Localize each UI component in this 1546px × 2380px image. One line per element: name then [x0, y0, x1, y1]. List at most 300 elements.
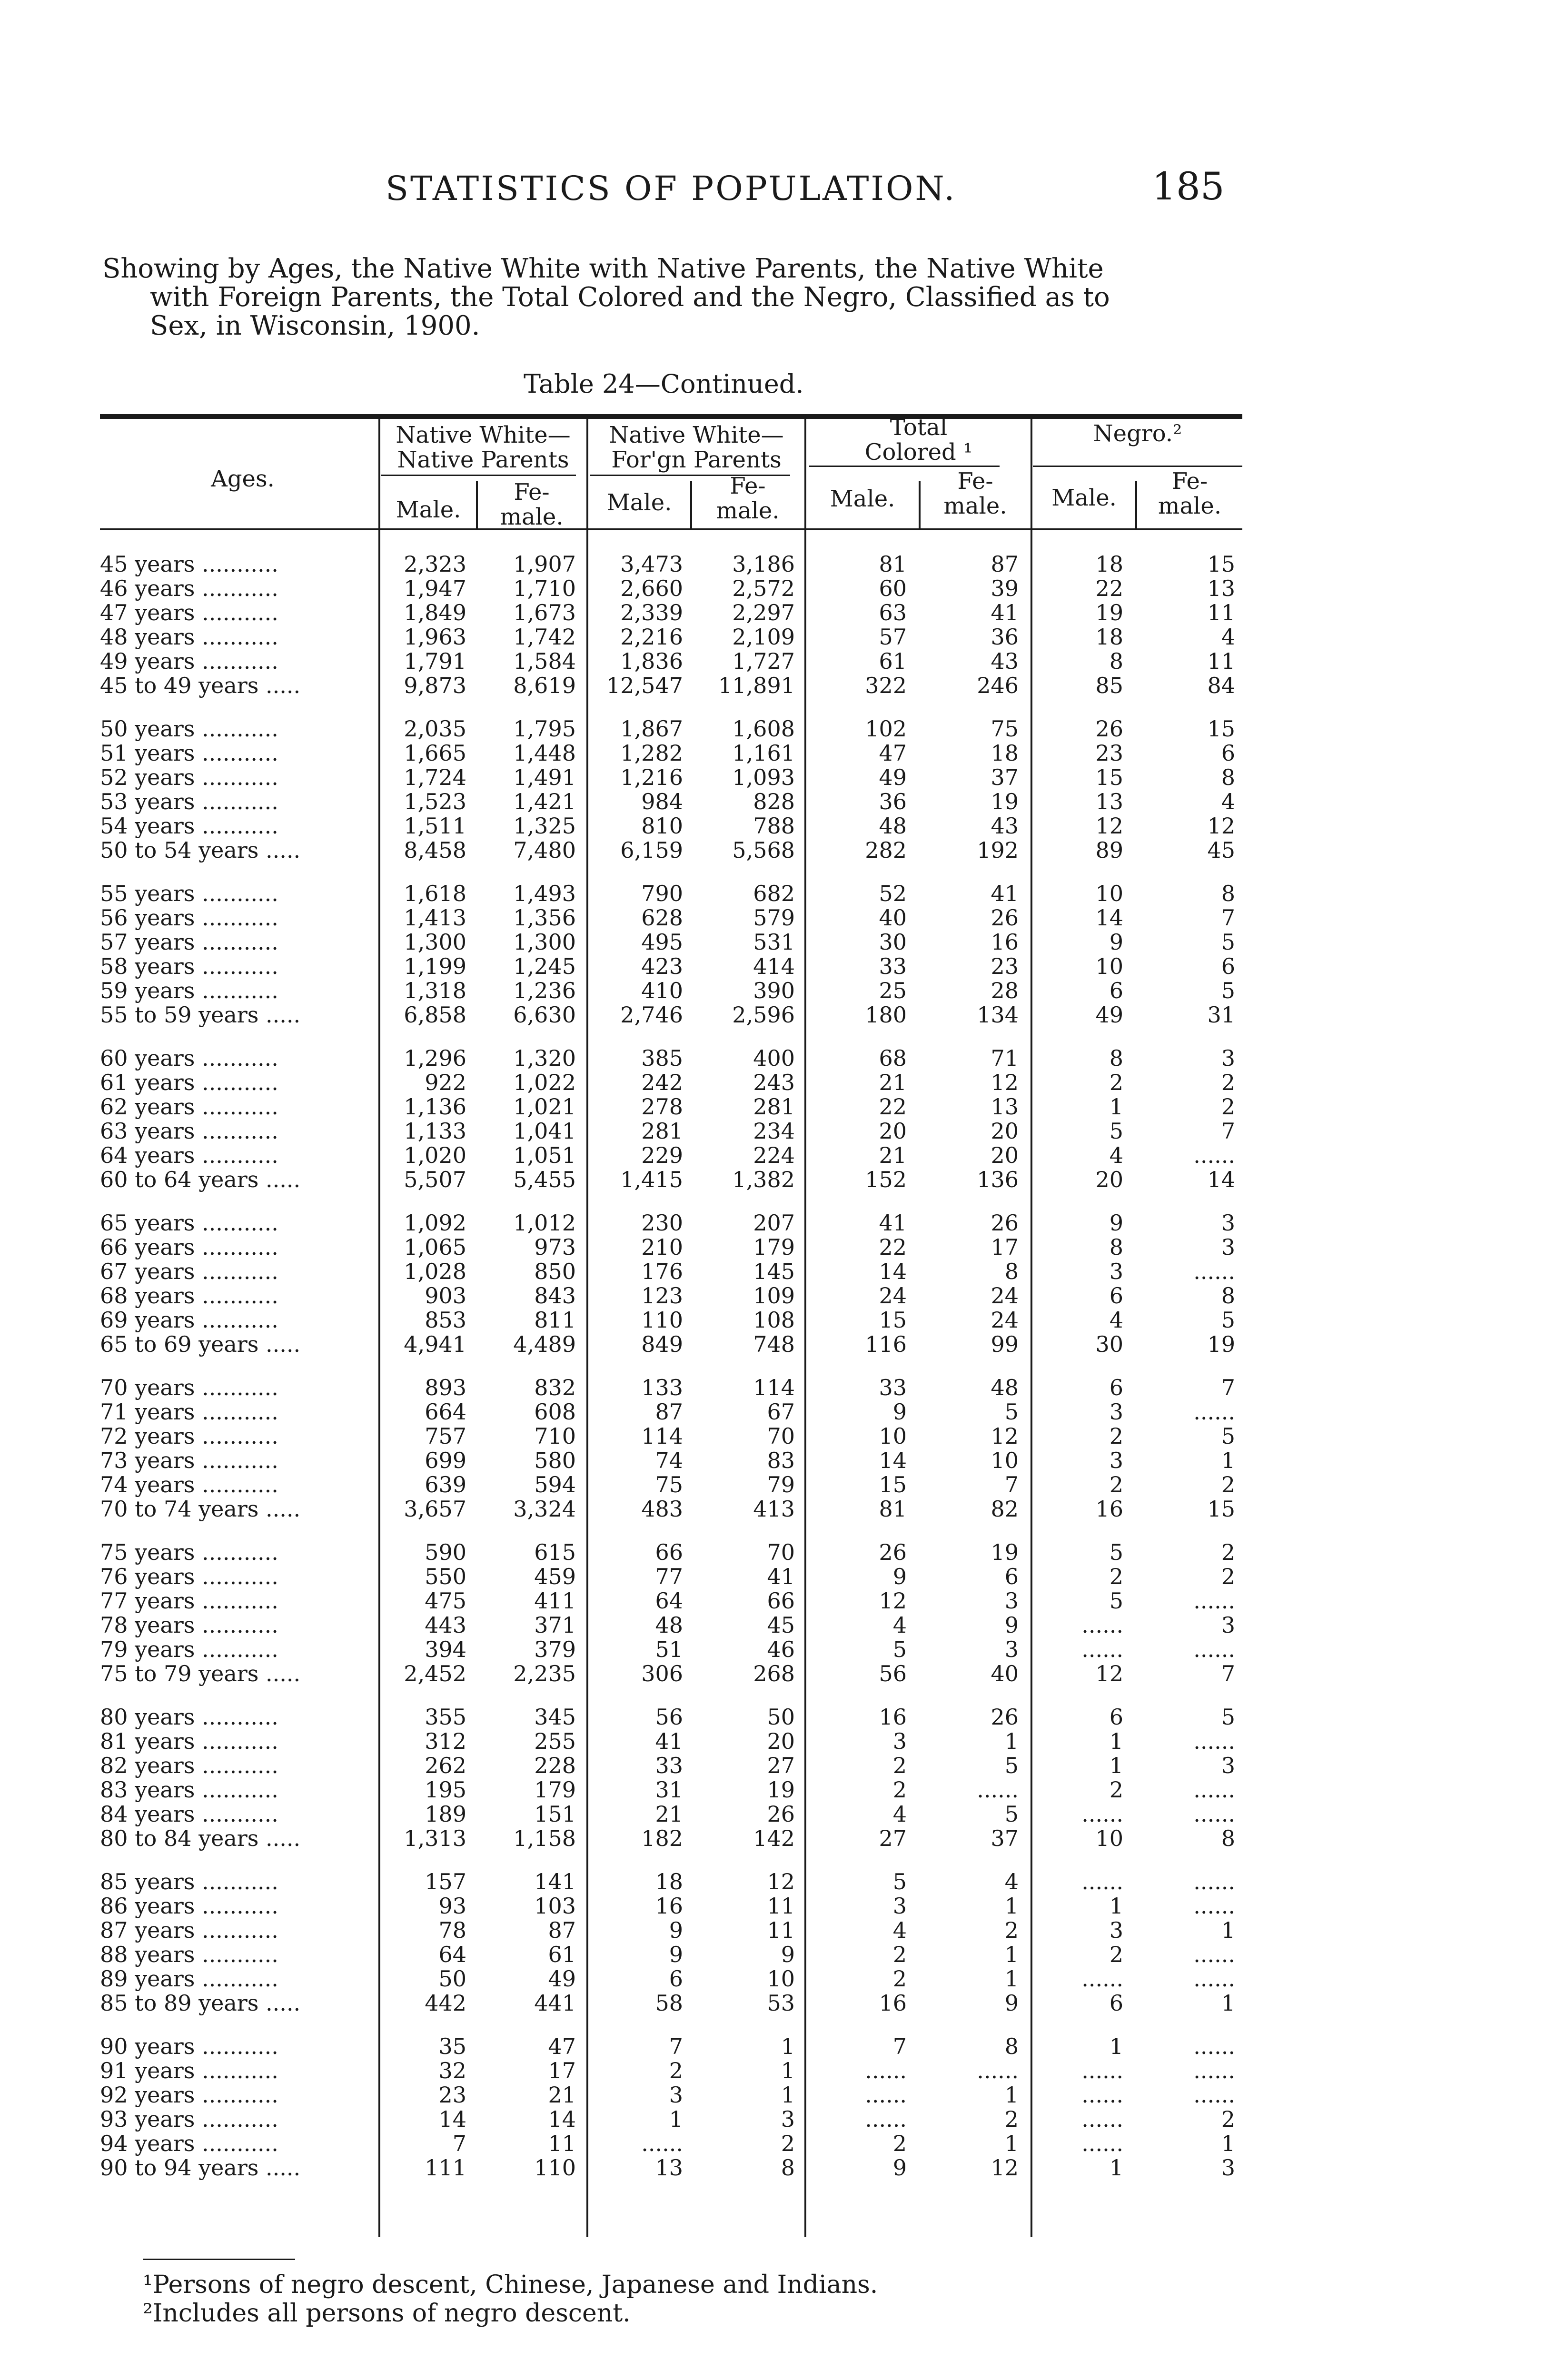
- age-label: 75 to 79 years .....: [100, 1661, 301, 1686]
- cell-value: 1: [1004, 1966, 1019, 1992]
- age-label: 70 to 74 years .....: [100, 1496, 301, 1522]
- cell-value: 6: [1109, 1283, 1123, 1309]
- row-spacer: [95, 1851, 1247, 1870]
- cell-value: 2: [1221, 1472, 1235, 1497]
- cell-value: 179: [753, 1234, 795, 1260]
- cell-value: 17: [548, 2058, 576, 2083]
- header-g1-male: Male.: [396, 496, 461, 523]
- cell-value: 9: [781, 1942, 795, 1967]
- cell-value: 282: [865, 837, 907, 863]
- cell-value: 246: [977, 673, 1019, 698]
- cell-value: 6,858: [404, 1002, 466, 1028]
- cell-value: 68: [879, 1045, 907, 1071]
- cell-value: ......: [1081, 1966, 1123, 1992]
- cell-value: 615: [534, 1539, 576, 1565]
- age-label: 45 to 49 years .....: [100, 673, 301, 698]
- cell-value: 10: [1095, 953, 1123, 979]
- cell-value: 4: [1221, 624, 1235, 650]
- cell-value: 243: [753, 1070, 795, 1095]
- cell-value: 18: [991, 740, 1019, 766]
- cell-value: 50: [767, 1704, 795, 1730]
- cell-value: 1,300: [513, 929, 576, 955]
- cell-value: 36: [879, 789, 907, 814]
- cell-value: 24: [991, 1307, 1019, 1333]
- age-label: 55 to 59 years .....: [100, 1002, 301, 1028]
- cell-value: 234: [753, 1118, 795, 1144]
- cell-value: 2: [1109, 1564, 1123, 1589]
- running-title: STATISTICS OF POPULATION.: [386, 169, 957, 208]
- cell-value: 6,159: [620, 837, 683, 863]
- cell-value: 15: [879, 1472, 907, 1497]
- cell-value: 1,849: [404, 600, 466, 625]
- cell-value: 3: [1221, 1612, 1235, 1638]
- age-label: 83 years ...........: [100, 1777, 278, 1803]
- cell-value: 322: [865, 673, 907, 698]
- cell-value: ......: [1193, 1728, 1235, 1754]
- cell-value: 50: [438, 1966, 466, 1992]
- cell-value: 400: [753, 1045, 795, 1071]
- cell-value: 2,596: [732, 1002, 795, 1028]
- cell-value: 61: [879, 648, 907, 674]
- cell-value: 9: [1109, 929, 1123, 955]
- header-g2-female-a: Fe-: [730, 473, 766, 499]
- cell-value: 14: [879, 1259, 907, 1284]
- cell-value: 7: [1221, 905, 1235, 931]
- age-label: 50 to 54 years .....: [100, 837, 301, 863]
- cell-value: 2,746: [620, 1002, 683, 1028]
- cell-value: 2: [1221, 2106, 1235, 2132]
- cell-value: 11: [1207, 600, 1235, 625]
- cell-value: 36: [991, 624, 1019, 650]
- cell-value: 594: [534, 1472, 576, 1497]
- cell-value: 5: [1004, 1399, 1019, 1425]
- table-row: [95, 1003, 1247, 1027]
- cell-value: 850: [534, 1259, 576, 1284]
- cell-value: 20: [991, 1118, 1019, 1144]
- cell-value: 5: [1109, 1588, 1123, 1614]
- table-row: [95, 1376, 1247, 1400]
- cell-value: 75: [655, 1472, 683, 1497]
- header-group4: Negro.²: [1093, 420, 1182, 447]
- cell-value: 810: [641, 813, 683, 839]
- cell-value: 255: [534, 1728, 576, 1754]
- cell-value: 580: [534, 1448, 576, 1473]
- table-row: [95, 1662, 1247, 1686]
- table-row: [95, 1284, 1247, 1308]
- cell-value: 4: [1109, 1307, 1123, 1333]
- header-group1-line2: Native Parents: [397, 446, 569, 473]
- cell-value: 922: [425, 1070, 466, 1095]
- cell-value: 442: [425, 1990, 466, 2016]
- header-group3: [809, 415, 1028, 465]
- table-row: [95, 1894, 1247, 1918]
- cell-value: 1,158: [513, 1825, 576, 1851]
- cell-value: 182: [641, 1825, 683, 1851]
- cell-value: 230: [641, 1210, 683, 1236]
- cell-value: 77: [655, 1564, 683, 1589]
- table-row: [95, 1754, 1247, 1778]
- cell-value: 8: [1109, 1234, 1123, 1260]
- cell-value: 2: [1109, 1423, 1123, 1449]
- cell-value: 2,216: [620, 624, 683, 650]
- cell-value: 103: [534, 1893, 576, 1919]
- population-table: [95, 552, 1247, 2180]
- cell-value: 16: [991, 929, 1019, 955]
- cell-value: 242: [641, 1070, 683, 1095]
- cell-value: 20: [767, 1728, 795, 1754]
- cell-value: 1,133: [404, 1118, 466, 1144]
- cell-value: 81: [879, 551, 907, 577]
- cell-value: 8,619: [513, 673, 576, 698]
- cell-value: ......: [977, 1777, 1019, 1803]
- age-label: 65 years ...........: [100, 1210, 278, 1236]
- cell-value: 893: [425, 1375, 466, 1400]
- cell-value: 102: [865, 716, 907, 742]
- table-row: [95, 2059, 1247, 2083]
- cell-value: 411: [534, 1588, 576, 1614]
- cell-value: 984: [641, 789, 683, 814]
- age-label: 77 years ...........: [100, 1588, 278, 1614]
- footnote-2: ²Includes all persons of negro descent.: [143, 2299, 631, 2328]
- cell-value: 3: [1221, 1234, 1235, 1260]
- cell-value: 1,022: [513, 1070, 576, 1095]
- age-label: 67 years ...........: [100, 1259, 278, 1284]
- cell-value: 64: [438, 1942, 466, 1967]
- cell-value: ......: [1193, 1399, 1235, 1425]
- cell-value: 475: [425, 1588, 466, 1614]
- table-row: [95, 2083, 1247, 2107]
- cell-value: 87: [548, 1917, 576, 1943]
- table-row: [95, 576, 1247, 601]
- cell-value: 16: [1095, 1496, 1123, 1522]
- age-label: 91 years ...........: [100, 2058, 278, 2083]
- cell-value: 1: [1109, 1893, 1123, 1919]
- cell-value: 142: [753, 1825, 795, 1851]
- header-g1-female-a: Fe-: [514, 479, 550, 506]
- age-label: 72 years ...........: [100, 1423, 278, 1449]
- cell-value: 1,724: [404, 764, 466, 790]
- table-row: [95, 2132, 1247, 2156]
- cell-value: 12: [1207, 813, 1235, 839]
- table-row: [95, 1332, 1247, 1357]
- cell-value: 1,021: [513, 1094, 576, 1120]
- age-label: 63 years ...........: [100, 1118, 278, 1144]
- cell-value: 136: [977, 1167, 1019, 1192]
- cell-value: 9: [1109, 1210, 1123, 1236]
- cell-value: 7,480: [513, 837, 576, 863]
- age-label: 58 years ...........: [100, 953, 278, 979]
- cell-value: 157: [425, 1869, 466, 1894]
- cell-value: 2: [669, 2058, 683, 2083]
- table-row: [95, 814, 1247, 838]
- table-row: [95, 906, 1247, 930]
- age-label: 94 years ...........: [100, 2131, 278, 2156]
- cell-value: ......: [1193, 2082, 1235, 2108]
- cell-value: 1,742: [513, 624, 576, 650]
- cell-value: 2: [1109, 1070, 1123, 1095]
- cell-value: 210: [641, 1234, 683, 1260]
- cell-value: 123: [641, 1283, 683, 1309]
- cell-value: 111: [425, 2155, 466, 2181]
- cell-value: 10: [767, 1966, 795, 1992]
- cell-value: 25: [879, 978, 907, 1003]
- cell-value: 33: [879, 953, 907, 979]
- cell-value: 1,491: [513, 764, 576, 790]
- cell-value: 2: [1221, 1539, 1235, 1565]
- cell-value: 5,568: [732, 837, 795, 863]
- top-rule: [100, 414, 1242, 419]
- cell-value: 849: [641, 1331, 683, 1357]
- table-row: [95, 1448, 1247, 1473]
- table-row: [95, 1729, 1247, 1754]
- cell-value: 5: [1221, 978, 1235, 1003]
- cell-value: 15: [1207, 716, 1235, 742]
- cell-value: 843: [534, 1283, 576, 1309]
- cell-value: 2: [892, 2131, 907, 2156]
- cell-value: 9: [1004, 1990, 1019, 2016]
- group1-underline: [381, 475, 576, 476]
- age-label: 47 years ...........: [100, 600, 278, 625]
- cell-value: 43: [991, 813, 1019, 839]
- cell-value: 1: [1004, 1893, 1019, 1919]
- cell-value: 10: [879, 1423, 907, 1449]
- cell-value: ......: [1193, 1142, 1235, 1168]
- cell-value: 152: [865, 1167, 907, 1192]
- cell-value: ......: [1081, 1801, 1123, 1827]
- cell-value: 628: [641, 905, 683, 931]
- cell-value: 1: [1109, 1094, 1123, 1120]
- table-row: [95, 1778, 1247, 1802]
- cell-value: 58: [655, 1990, 683, 2016]
- cell-value: 4: [892, 1917, 907, 1943]
- age-label: 73 years ...........: [100, 1448, 278, 1473]
- cell-value: 410: [641, 978, 683, 1003]
- cell-value: 2: [1221, 1094, 1235, 1120]
- cell-value: 6,630: [513, 1002, 576, 1028]
- age-label: 81 years ...........: [100, 1728, 278, 1754]
- header-group1-line1: Native White—: [396, 422, 571, 448]
- cell-value: 3: [1004, 1588, 1019, 1614]
- cell-value: 66: [767, 1588, 795, 1614]
- cell-value: 11: [548, 2131, 576, 2156]
- row-spacer: [95, 1027, 1247, 1046]
- cell-value: 9: [892, 1399, 907, 1425]
- cell-value: 306: [641, 1661, 683, 1686]
- cell-value: 81: [879, 1496, 907, 1522]
- footnote-1: ¹Persons of negro descent, Chinese, Japanese and Indians.: [143, 2271, 878, 2299]
- cell-value: 1,320: [513, 1045, 576, 1071]
- cell-value: 1,051: [513, 1142, 576, 1168]
- cell-value: 1,413: [404, 905, 466, 931]
- cell-value: 11: [1207, 648, 1235, 674]
- cell-value: 12: [1095, 813, 1123, 839]
- cell-value: 12: [767, 1869, 795, 1894]
- cell-value: 19: [1095, 600, 1123, 625]
- table-row: [95, 1637, 1247, 1662]
- cell-value: 1,836: [620, 648, 683, 674]
- cell-value: 1,065: [404, 1234, 466, 1260]
- cell-value: 390: [753, 978, 795, 1003]
- cell-value: 3,657: [404, 1496, 466, 1522]
- cell-value: 207: [753, 1210, 795, 1236]
- cell-value: 176: [641, 1259, 683, 1284]
- cell-value: 28: [991, 978, 1019, 1003]
- table-row: [95, 882, 1247, 906]
- cell-value: 3: [892, 1893, 907, 1919]
- cell-value: 811: [534, 1307, 576, 1333]
- cell-value: ......: [641, 2131, 683, 2156]
- cell-value: ......: [865, 2082, 907, 2108]
- cell-value: 2: [1004, 1917, 1019, 1943]
- cell-value: 495: [641, 929, 683, 955]
- table-row: [95, 2034, 1247, 2059]
- age-label: 55 years ...........: [100, 881, 278, 906]
- age-label: 74 years ...........: [100, 1472, 278, 1497]
- row-spacer: [95, 1192, 1247, 1211]
- cell-value: 5,507: [404, 1167, 466, 1192]
- cell-value: 2,323: [404, 551, 466, 577]
- table-row: [95, 625, 1247, 649]
- cell-value: 6: [1109, 1704, 1123, 1730]
- cell-value: ......: [1193, 1636, 1235, 1662]
- age-label: 59 years ...........: [100, 978, 278, 1003]
- cell-value: 1,041: [513, 1118, 576, 1144]
- cell-value: 22: [1095, 575, 1123, 601]
- cell-value: 828: [753, 789, 795, 814]
- cell-value: 1,608: [732, 716, 795, 742]
- cell-value: ......: [1193, 1588, 1235, 1614]
- cell-value: 22: [879, 1234, 907, 1260]
- age-label: 61 years ...........: [100, 1070, 278, 1095]
- table-row: [95, 1095, 1247, 1119]
- cell-value: 385: [641, 1045, 683, 1071]
- cell-value: 8: [781, 2155, 795, 2181]
- cell-value: 2: [1109, 1942, 1123, 1967]
- cell-value: 5: [1109, 1118, 1123, 1144]
- cell-value: 26: [991, 1704, 1019, 1730]
- cell-value: 1,673: [513, 600, 576, 625]
- cell-value: 278: [641, 1094, 683, 1120]
- cell-value: 1,282: [620, 740, 683, 766]
- cell-value: 8: [1221, 881, 1235, 906]
- cell-value: 9: [669, 1942, 683, 1967]
- cell-value: 20: [879, 1118, 907, 1144]
- cell-value: 2,297: [732, 600, 795, 625]
- cell-value: 189: [425, 1801, 466, 1827]
- cell-value: 26: [767, 1801, 795, 1827]
- cell-value: 13: [1207, 575, 1235, 601]
- age-label: 50 years ...........: [100, 716, 278, 742]
- group3-underline: [809, 466, 1000, 467]
- cell-value: 1,092: [404, 1210, 466, 1236]
- cell-value: 12: [991, 2155, 1019, 2181]
- cell-value: 145: [753, 1259, 795, 1284]
- table-row: [95, 790, 1247, 814]
- cell-value: 51: [655, 1636, 683, 1662]
- row-spacer: [95, 1357, 1247, 1376]
- cell-value: ......: [1081, 1869, 1123, 1894]
- cell-value: 1,236: [513, 978, 576, 1003]
- cell-value: 1,216: [620, 764, 683, 790]
- table-row: [95, 1473, 1247, 1497]
- cell-value: 1,907: [513, 551, 576, 577]
- cell-value: 355: [425, 1704, 466, 1730]
- table-row: [95, 1400, 1247, 1424]
- cell-value: 228: [534, 1753, 576, 1778]
- cell-value: 8: [1221, 764, 1235, 790]
- cell-value: 3: [1109, 1917, 1123, 1943]
- cell-value: 1: [1221, 2131, 1235, 2156]
- cell-value: 89: [1095, 837, 1123, 863]
- cell-value: 41: [767, 1564, 795, 1589]
- cell-value: 2: [892, 1753, 907, 1778]
- cell-value: 6: [1221, 953, 1235, 979]
- cell-value: 550: [425, 1564, 466, 1589]
- table-row: [95, 1168, 1247, 1192]
- cell-value: 3,473: [620, 551, 683, 577]
- cell-value: 832: [534, 1375, 576, 1400]
- cell-value: 8: [1004, 1259, 1019, 1284]
- table-row: [95, 552, 1247, 576]
- cell-value: 973: [534, 1234, 576, 1260]
- cell-value: 31: [655, 1777, 683, 1803]
- cell-value: 7: [669, 2033, 683, 2059]
- cell-value: 18: [655, 1869, 683, 1894]
- cell-value: 79: [767, 1472, 795, 1497]
- age-label: 64 years ...........: [100, 1142, 278, 1168]
- cell-value: 1: [781, 2082, 795, 2108]
- cell-value: 56: [655, 1704, 683, 1730]
- age-label: 80 years ...........: [100, 1704, 278, 1730]
- cell-value: 590: [425, 1539, 466, 1565]
- cell-value: 1,313: [404, 1825, 466, 1851]
- cell-value: 531: [753, 929, 795, 955]
- cell-value: 116: [865, 1331, 907, 1357]
- cell-value: 192: [977, 837, 1019, 863]
- table-row: [95, 1259, 1247, 1284]
- header-g1-female: [478, 480, 585, 529]
- age-label: 69 years ...........: [100, 1307, 278, 1333]
- age-label: 65 to 69 years .....: [100, 1331, 301, 1357]
- table-row: [95, 1565, 1247, 1589]
- age-label: 52 years ...........: [100, 764, 278, 790]
- header-group2: [589, 423, 803, 472]
- cell-value: 1: [781, 2058, 795, 2083]
- header-bottom-rule: [100, 528, 1242, 530]
- cell-value: 1,382: [732, 1167, 795, 1192]
- cell-value: 3: [1221, 1045, 1235, 1071]
- cell-value: 19: [767, 1777, 795, 1803]
- cell-value: 281: [641, 1118, 683, 1144]
- table-row: [95, 1235, 1247, 1259]
- cell-value: 1,245: [513, 953, 576, 979]
- cell-value: 4: [892, 1801, 907, 1827]
- cell-value: 114: [753, 1375, 795, 1400]
- cell-value: 45: [1207, 837, 1235, 863]
- cell-value: 8,458: [404, 837, 466, 863]
- cell-value: 49: [1095, 1002, 1123, 1028]
- age-label: 86 years ...........: [100, 1893, 278, 1919]
- cell-value: 40: [991, 1661, 1019, 1686]
- cell-value: 1: [1004, 2131, 1019, 2156]
- age-label: 80 to 84 years .....: [100, 1825, 301, 1851]
- cell-value: 83: [767, 1448, 795, 1473]
- cell-value: 1,448: [513, 740, 576, 766]
- cell-value: 229: [641, 1142, 683, 1168]
- cell-value: 1: [1109, 1753, 1123, 1778]
- cell-value: 11: [767, 1893, 795, 1919]
- cell-value: ......: [1193, 1801, 1235, 1827]
